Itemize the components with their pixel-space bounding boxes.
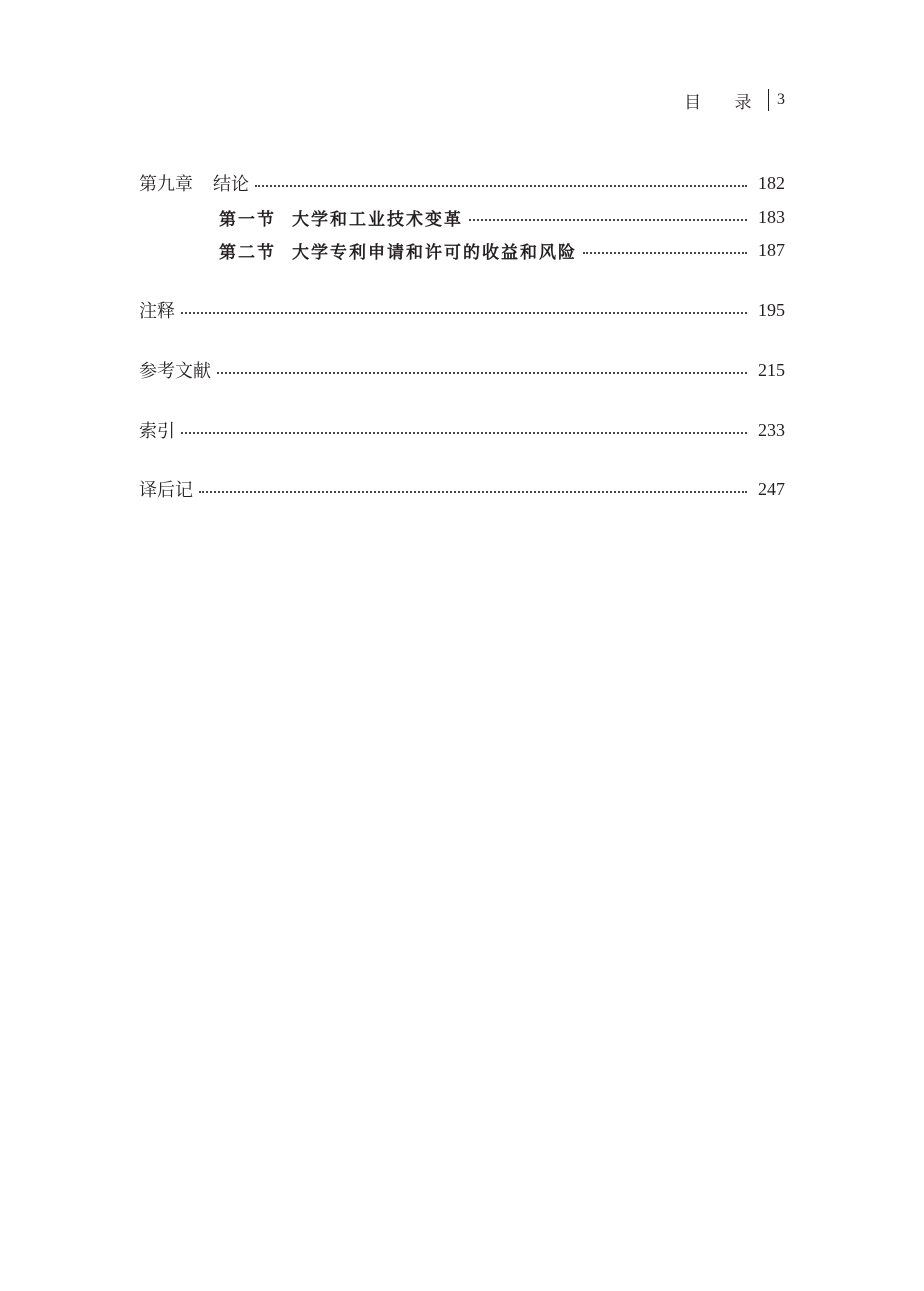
chapter-number: 第九章 <box>139 174 193 195</box>
toc-page-number: 247 <box>758 478 785 499</box>
toc-entry-title: 索引 <box>139 421 175 442</box>
running-head-title: 目 录 <box>684 92 766 113</box>
dot-leader <box>181 312 747 314</box>
toc-entry-title: 注释 <box>139 301 175 322</box>
toc-entry-title: 译后记 <box>139 480 193 501</box>
running-head-divider <box>768 89 770 111</box>
toc-page-number: 187 <box>758 239 785 260</box>
dot-leader <box>181 432 747 434</box>
dot-leader <box>255 185 747 187</box>
toc-entry-section2[interactable] <box>219 237 785 263</box>
toc-entry-notes[interactable] <box>139 297 785 323</box>
toc-entry-title: 参考文献 <box>139 361 211 382</box>
toc-page-number: 195 <box>758 299 785 320</box>
toc-entry-section1[interactable] <box>219 204 785 230</box>
section-title: 大学和工业技术变革 <box>292 209 463 230</box>
section-title: 大学专利申请和许可的收益和风险 <box>292 242 577 263</box>
dot-leader <box>469 219 747 221</box>
chapter-title: 结论 <box>213 174 249 195</box>
dot-leader <box>217 372 747 374</box>
dot-leader <box>583 252 747 254</box>
section-number: 第一节 <box>219 209 276 230</box>
dot-leader <box>199 491 747 493</box>
toc-page-number: 233 <box>758 419 785 440</box>
section-number: 第二节 <box>219 242 276 263</box>
toc-entry-postscript[interactable] <box>139 476 785 502</box>
toc-entry-label <box>139 170 249 196</box>
page-number: 3 <box>777 91 785 108</box>
running-head <box>684 88 785 112</box>
toc-entry-chapter9[interactable] <box>139 170 785 196</box>
toc-page-number: 183 <box>758 206 785 227</box>
toc-page-number: 215 <box>758 359 785 380</box>
toc-entry-label <box>219 238 577 263</box>
toc-entry-index[interactable] <box>139 417 785 443</box>
toc-entry-references[interactable] <box>139 357 785 383</box>
toc-entry-label <box>219 205 463 230</box>
toc-page-number: 182 <box>758 172 785 193</box>
